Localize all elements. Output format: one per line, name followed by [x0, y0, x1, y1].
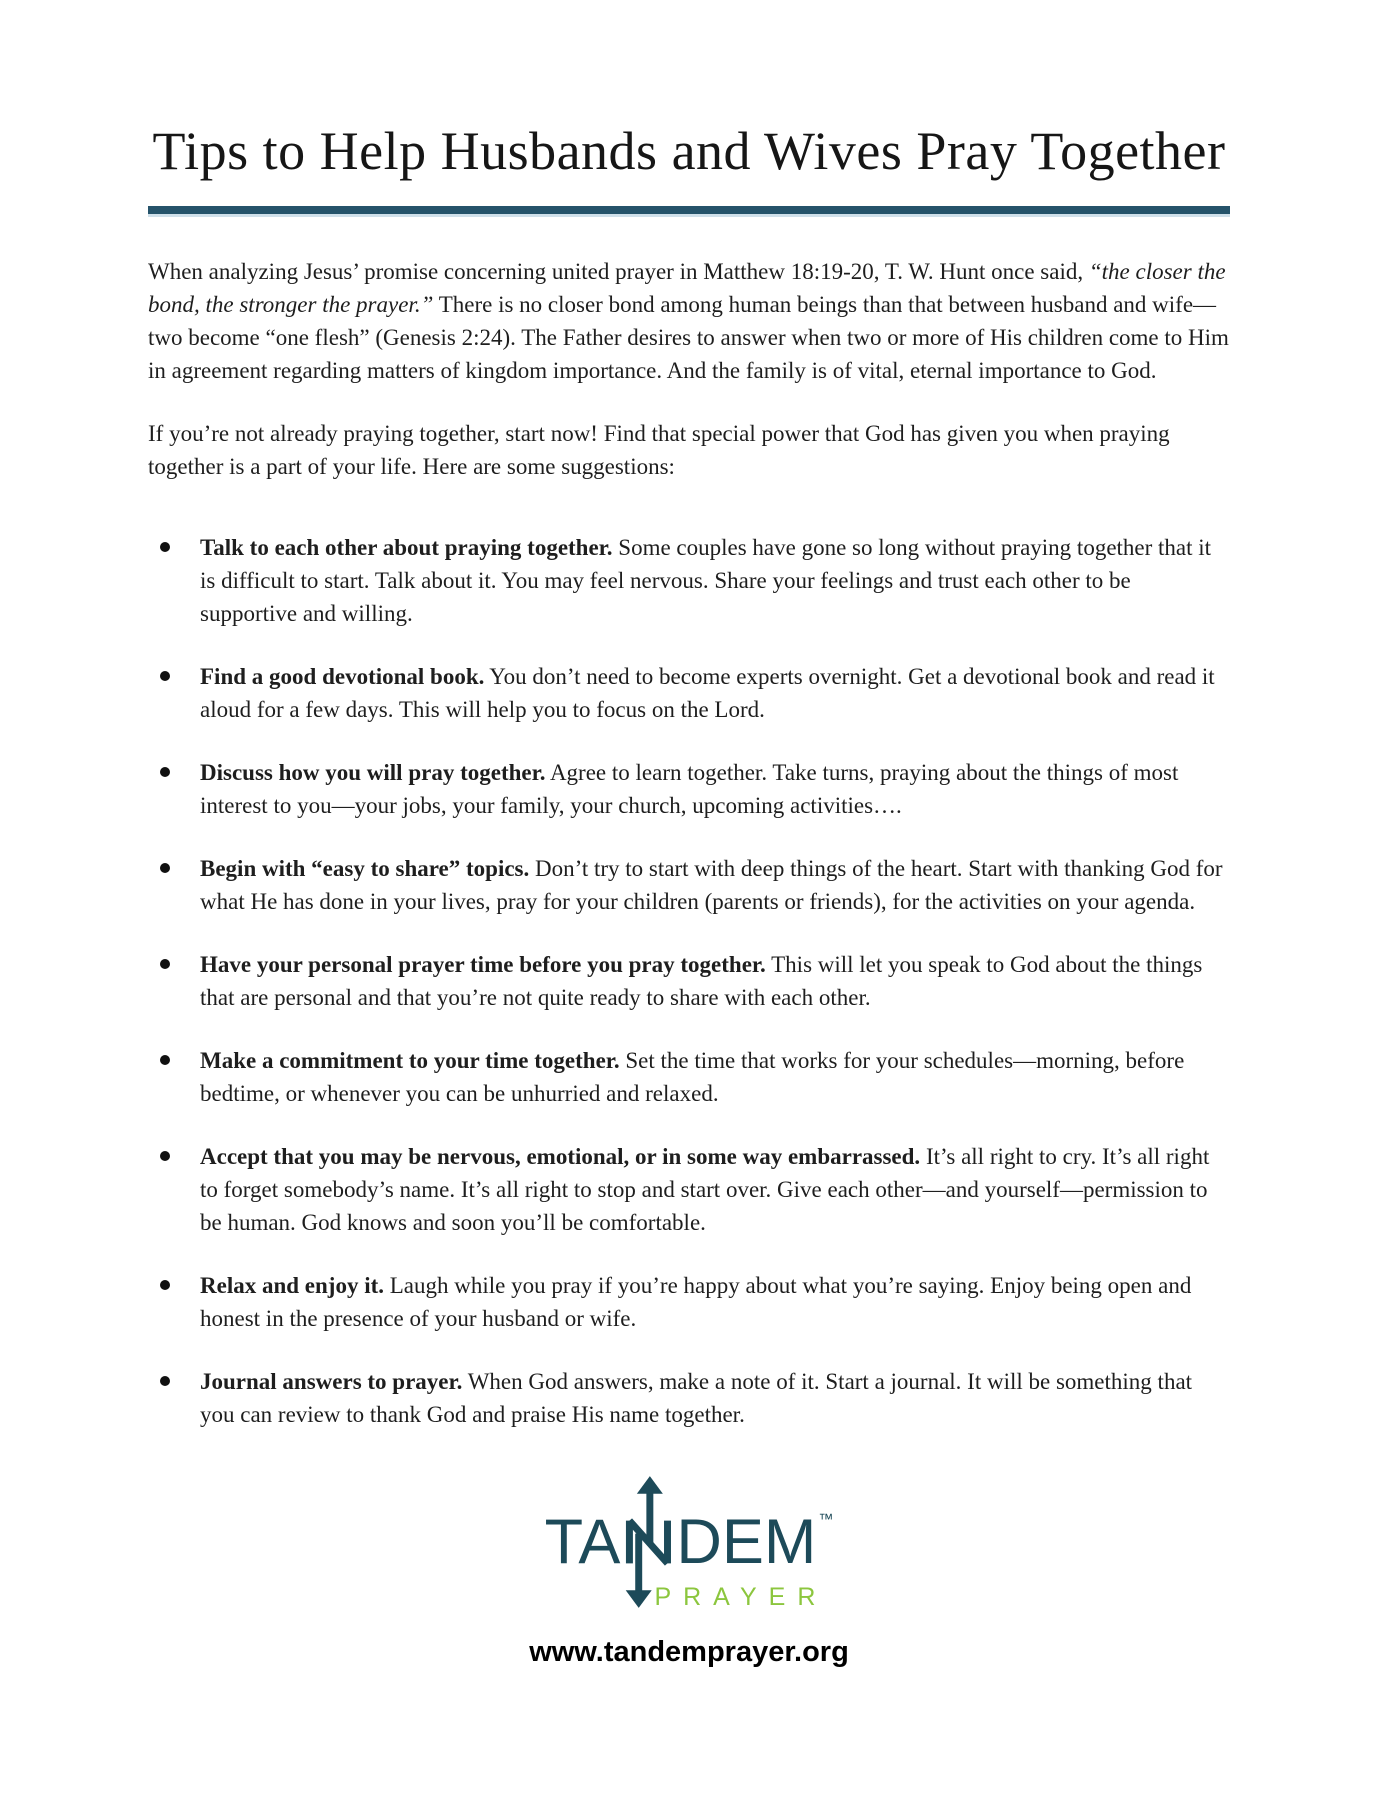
logo-subtitle-prayer: PRAYER	[654, 1583, 828, 1612]
trademark-symbol: ™	[818, 1511, 834, 1529]
tandem-prayer-logo	[545, 1467, 834, 1612]
tip-item	[148, 531, 1230, 630]
tip-item	[148, 1140, 1230, 1239]
bullet-icon	[160, 863, 170, 873]
intro-1-text-before-quote: When analyzing Jesus’ promise concerning united prayer in Matthew 18:19-20, T. W. Hunt once said,	[148, 259, 1089, 285]
tip-lead: Find a good devotional book.	[200, 664, 485, 690]
tip-lead: Journal answers to prayer.	[200, 1369, 463, 1395]
tip-item	[148, 852, 1230, 918]
tip-rest: Laugh while you pray if you’re happy about what you’re saying. Enjoy being open and honest in the presence of your husband or wife.	[200, 1273, 1192, 1332]
tip-item	[148, 756, 1230, 822]
tip-item	[148, 1044, 1230, 1110]
tip-lead: Discuss how you will pray together.	[200, 760, 546, 786]
tip-rest: You don’t need to become experts overnight. Get a devotional book and read it aloud for a few days. This will help you to focus on the Lord.	[200, 664, 1215, 723]
intro-paragraph-2: If you’re not already praying together, start now! Find that special power that God has given you when praying together is a part of your life. Here are some suggestions:	[148, 421, 1170, 480]
tips-list	[148, 531, 1230, 1431]
bullet-icon	[160, 1376, 170, 1386]
tip-item	[148, 948, 1230, 1014]
tip-rest: It’s all right to cry. It’s all right to forget somebody’s name. It’s all right to stop and start over. Give each other—and yourself—permission to be human. God knows and soon you’ll be comfortable.	[200, 1144, 1210, 1236]
tip-rest: Some couples have gone so long without praying together that it is difficult to start. Talk about it. You may feel nervous. Share your feelings and trust each other to be supportive and willing.	[200, 535, 1212, 627]
title-divider-rule	[148, 206, 1230, 217]
tip-lead: Have your personal prayer time before you pray together.	[200, 952, 766, 978]
tip-rest: This will let you speak to God about the things that are personal and that you’re not quite ready to share with each other.	[200, 952, 1203, 1011]
tip-lead: Talk to each other about praying together.	[200, 535, 613, 561]
tip-rest: Set the time that works for your schedules—morning, before bedtime, or whenever you can be unhurried and relaxed.	[200, 1048, 1185, 1107]
bullet-icon	[160, 671, 170, 681]
bullet-icon	[160, 1151, 170, 1161]
bullet-icon	[160, 767, 170, 777]
intro-1-text-after-quote: There is no closer bond among human beings than that between husband and wife—two become “one flesh” (Genesis 2:24). The Father desires to answer when two or more of His children come to Him in agreement regarding matters of kingdom importance. And the family is of vital, eternal importance to God.	[148, 292, 1229, 384]
tip-lead: Make a commitment to your time together.	[200, 1048, 620, 1074]
website-url[interactable]: www.tandemprayer.org	[529, 1636, 849, 1669]
tip-item	[148, 1365, 1230, 1431]
tip-item	[148, 660, 1230, 726]
page-title: Tips to Help Husbands and Wives Pray Together	[152, 121, 1226, 181]
intro-paragraph-1	[148, 255, 1230, 387]
bullet-icon	[160, 1280, 170, 1290]
tip-item	[148, 1269, 1230, 1335]
tip-lead: Begin with “easy to share” topics.	[200, 856, 530, 882]
tip-lead: Accept that you may be nervous, emotional, or in some way embarrassed.	[200, 1144, 921, 1170]
tip-lead: Relax and enjoy it.	[200, 1273, 384, 1299]
bullet-icon	[160, 542, 170, 552]
tip-rest: When God answers, make a note of it. Start a journal. It will be something that you can review to thank God and praise His name together.	[200, 1369, 1193, 1428]
bullet-icon	[160, 1055, 170, 1065]
tip-rest: Agree to learn together. Take turns, praying about the things of most interest to you—your jobs, your family, your church, upcoming activities….	[200, 760, 1179, 819]
logo-word-dem: DEM	[676, 1506, 817, 1577]
intro-1-italic-quote: “the closer the bond, the stronger the prayer.”	[148, 259, 1226, 318]
bullet-icon	[160, 959, 170, 969]
logo-word-ta: TA	[544, 1506, 621, 1577]
tip-rest: Don’t try to start with deep things of the heart. Start with thanking God for what He has done in your lives, pray for your children (parents or friends), for the activities on your agenda.	[200, 856, 1223, 915]
